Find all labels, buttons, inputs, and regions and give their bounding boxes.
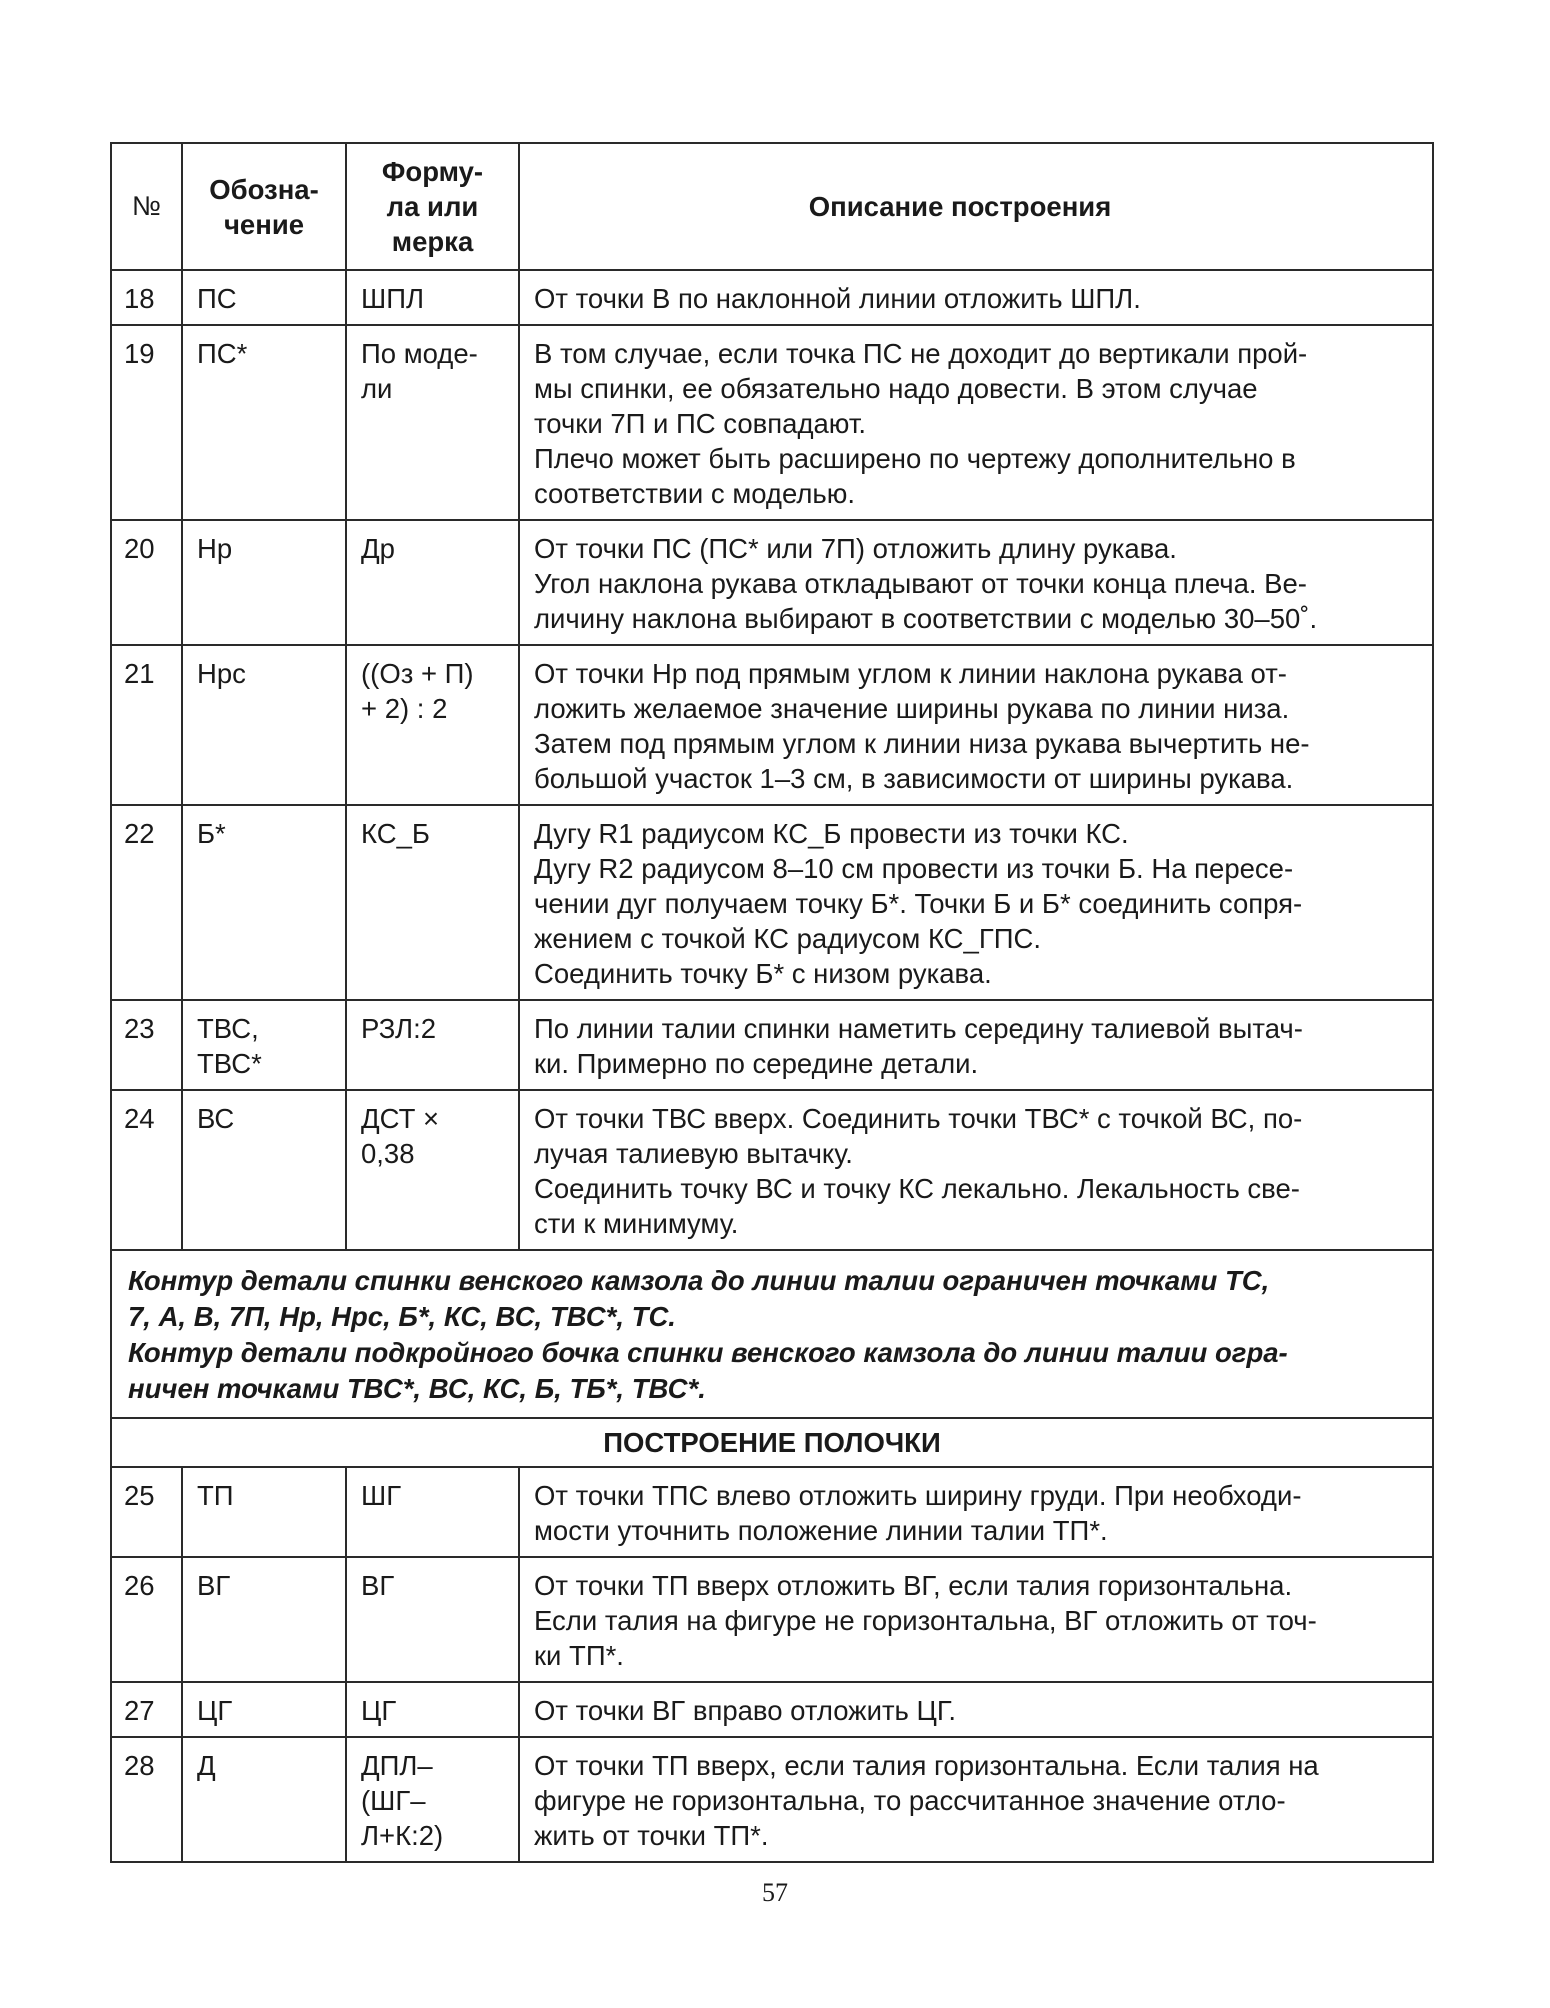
contour-note: Контур детали спинки венского камзола до линии талии ограничен точками ТС, 7, А, В, 7П, Нр, Нрс, Б*, КС, ВС, ТВС*, ТС. Контур детали подкройного бочка спинки венского камзола до линии талии огра- ничен точками ТВС*, ВС, КС, Б, ТБ*, ТВС*. bbox=[111, 1250, 1433, 1418]
row-number: 25 bbox=[111, 1467, 182, 1557]
row-description: От точки ТП вверх, если талия горизонтальна. Если талия на фигуре не горизонтальна, то рассчитанное значение отло- жить от точки ТП*. bbox=[519, 1737, 1433, 1862]
header-number: № bbox=[111, 143, 182, 270]
row-number: 23 bbox=[111, 1000, 182, 1090]
row-designation: Д bbox=[182, 1737, 346, 1862]
row-designation: ТП bbox=[182, 1467, 346, 1557]
header-designation: Обозна- чение bbox=[182, 143, 346, 270]
table-row bbox=[111, 1467, 1433, 1557]
table-row bbox=[111, 1737, 1433, 1862]
row-number: 24 bbox=[111, 1090, 182, 1250]
table-row bbox=[111, 1557, 1433, 1682]
row-designation: Б* bbox=[182, 805, 346, 1000]
row-formula: ДСТ × 0,38 bbox=[346, 1090, 519, 1250]
row-number: 21 bbox=[111, 645, 182, 805]
page-number: 57 bbox=[762, 1878, 788, 1907]
row-description: Дугу R1 радиусом КС_Б провести из точки КС. Дугу R2 радиусом 8–10 см провести из точки Б. На пересе- чении дуг получаем точку Б*. Точки Б и Б* соединить сопря- жением с точкой КС радиусом КС_ГПС. Соединить точку Б* с низом рукава. bbox=[519, 805, 1433, 1000]
row-formula: ВГ bbox=[346, 1557, 519, 1682]
row-designation: ВС bbox=[182, 1090, 346, 1250]
header-formula: Форму- ла или мерка bbox=[346, 143, 519, 270]
row-designation: ВГ bbox=[182, 1557, 346, 1682]
row-description: От точки ВГ вправо отложить ЦГ. bbox=[519, 1682, 1433, 1737]
row-description: От точки ТВС вверх. Соединить точки ТВС* с точкой ВС, по- лучая талиевую вытачку. Соединить точку ВС и точку КС лекально. Лекальность све- сти к минимуму. bbox=[519, 1090, 1433, 1250]
row-designation: ТВС, ТВС* bbox=[182, 1000, 346, 1090]
row-description: От точки В по наклонной линии отложить ШПЛ. bbox=[519, 270, 1433, 325]
row-formula: КС_Б bbox=[346, 805, 519, 1000]
note-row bbox=[111, 1250, 1433, 1418]
row-description: От точки ПС (ПС* или 7П) отложить длину рукава. Угол наклона рукава откладывают от точки конца плеча. Ве- личину наклона выбирают в соответствии с моделью 30–50˚. bbox=[519, 520, 1433, 645]
table-row bbox=[111, 270, 1433, 325]
row-formula: Др bbox=[346, 520, 519, 645]
row-number: 19 bbox=[111, 325, 182, 520]
table-row bbox=[111, 520, 1433, 645]
table-row bbox=[111, 1090, 1433, 1250]
row-number: 22 bbox=[111, 805, 182, 1000]
section-row bbox=[111, 1418, 1433, 1467]
table-row bbox=[111, 805, 1433, 1000]
row-designation: ЦГ bbox=[182, 1682, 346, 1737]
row-description: В том случае, если точка ПС не доходит до вертикали прой- мы спинки, ее обязательно надо довести. В этом случае точки 7П и ПС совпадают. Плечо может быть расширено по чертежу дополнительно в соответствии с моделью. bbox=[519, 325, 1433, 520]
row-number: 20 bbox=[111, 520, 182, 645]
row-formula: По моде- ли bbox=[346, 325, 519, 520]
row-designation: ПС* bbox=[182, 325, 346, 520]
row-description: От точки ТПС влево отложить ширину груди. При необходи- мости уточнить положение линии талии ТП*. bbox=[519, 1467, 1433, 1557]
table-row bbox=[111, 1682, 1433, 1737]
row-designation: Нрс bbox=[182, 645, 346, 805]
construction-table bbox=[110, 142, 1434, 1863]
table-row bbox=[111, 325, 1433, 520]
table-header-row bbox=[111, 143, 1433, 270]
row-number: 27 bbox=[111, 1682, 182, 1737]
row-formula: РЗЛ:2 bbox=[346, 1000, 519, 1090]
row-description: От точки Нр под прямым углом к линии наклона рукава от- ложить желаемое значение ширины рукава по линии низа. Затем под прямым углом к линии низа рукава вычертить не- большой участок 1–3 см, в зависимости от ширины рукава. bbox=[519, 645, 1433, 805]
row-number: 26 bbox=[111, 1557, 182, 1682]
row-number: 18 bbox=[111, 270, 182, 325]
table-row bbox=[111, 1000, 1433, 1090]
row-description: По линии талии спинки наметить середину талиевой вытач- ки. Примерно по середине детали. bbox=[519, 1000, 1433, 1090]
header-description: Описание построения bbox=[519, 143, 1433, 270]
section-title: ПОСТРОЕНИЕ ПОЛОЧКИ bbox=[111, 1418, 1433, 1467]
row-number: 28 bbox=[111, 1737, 182, 1862]
row-formula: ((Оз + П) + 2) : 2 bbox=[346, 645, 519, 805]
row-formula: ДПЛ– (ШГ– Л+К:2) bbox=[346, 1737, 519, 1862]
table-row bbox=[111, 645, 1433, 805]
row-description: От точки ТП вверх отложить ВГ, если талия горизонтальна. Если талия на фигуре не горизонтальна, ВГ отложить от точ- ки ТП*. bbox=[519, 1557, 1433, 1682]
row-designation: ПС bbox=[182, 270, 346, 325]
row-formula: ШПЛ bbox=[346, 270, 519, 325]
row-designation: Нр bbox=[182, 520, 346, 645]
row-formula: ШГ bbox=[346, 1467, 519, 1557]
row-formula: ЦГ bbox=[346, 1682, 519, 1737]
